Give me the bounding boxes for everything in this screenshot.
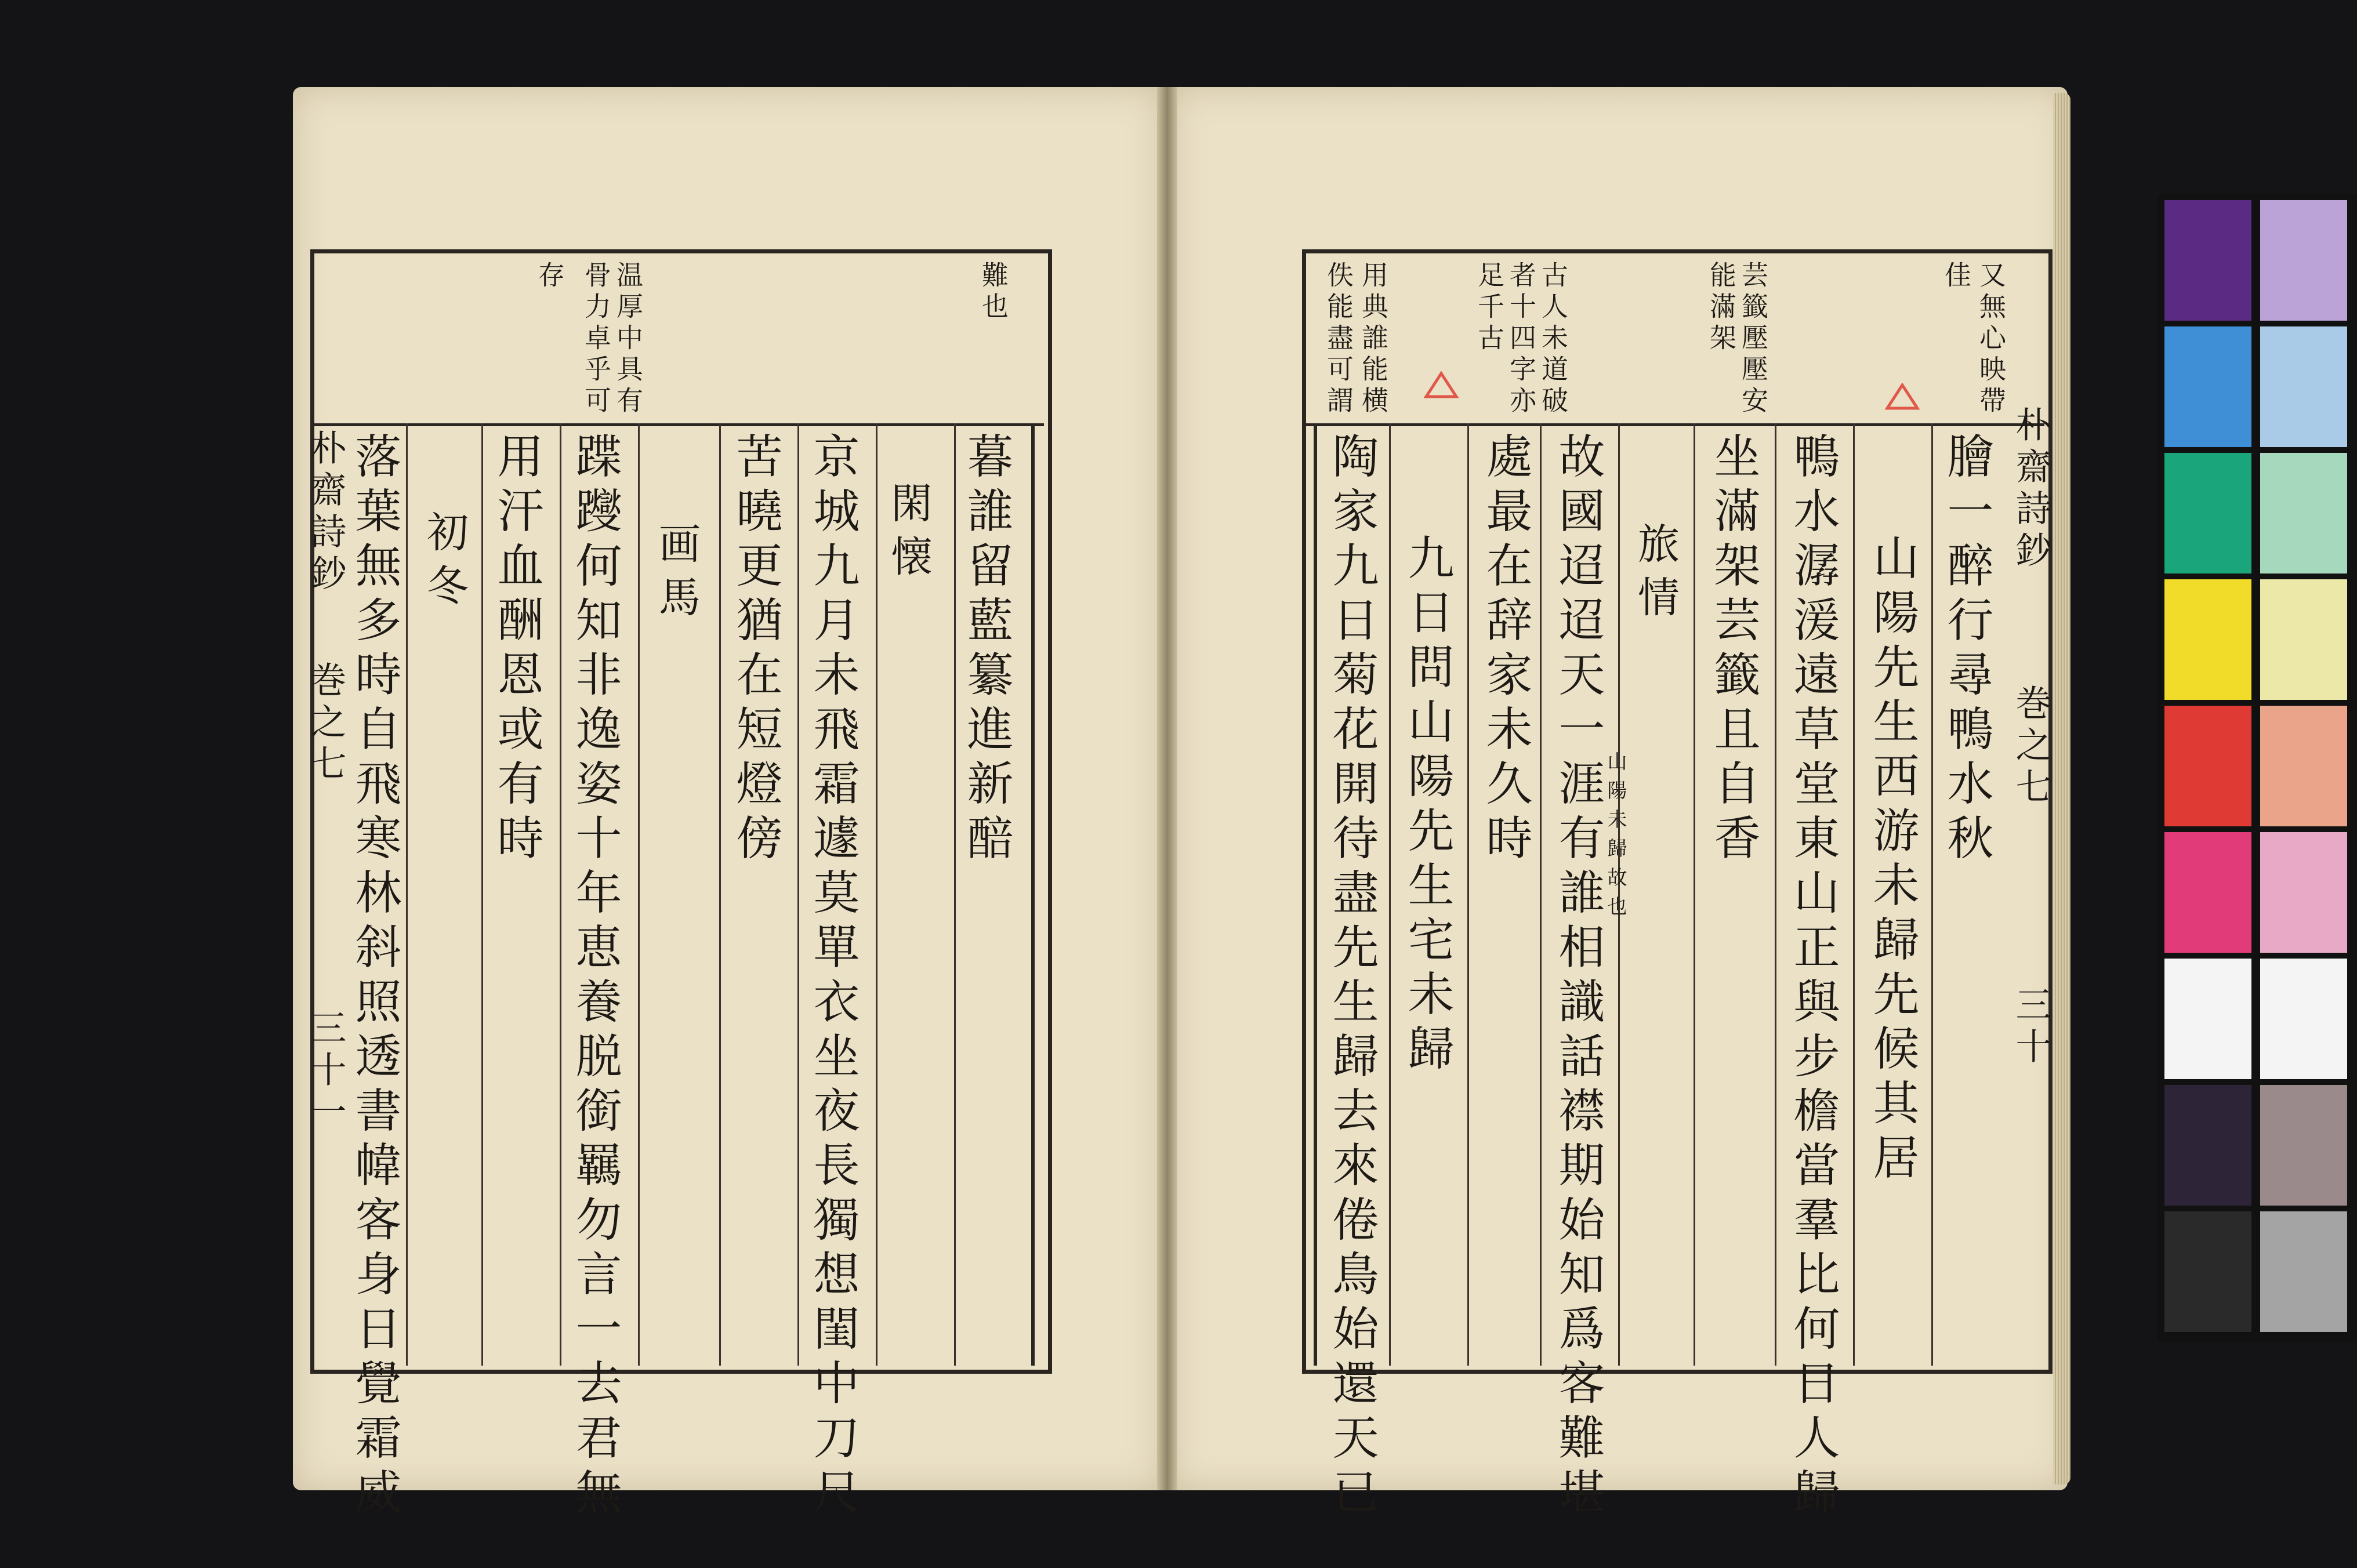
text-column: 鴨水潺湲遠草堂東山正與步檐當羣比何日人歸 bbox=[1786, 432, 1840, 1522]
color-patch bbox=[2260, 579, 2347, 700]
left-inner-border bbox=[1031, 423, 1035, 1366]
text-column: 九日問山陽先生宅未歸 bbox=[1400, 533, 1454, 1079]
text-column: 蹀躞何知非逸姿十年恵養脱銜羈勿言一去君無 bbox=[568, 432, 622, 1522]
page-number: 三十一 bbox=[304, 1009, 347, 1134]
text-column: 暮誰留藍纂進新醅 bbox=[959, 432, 1013, 868]
color-patch bbox=[2260, 959, 2347, 1079]
color-patch bbox=[2164, 832, 2251, 953]
color-patch bbox=[2164, 579, 2251, 700]
side-volume: 巻之七 bbox=[304, 661, 347, 786]
headnote: 古人未道破 bbox=[1538, 261, 1569, 418]
color-patch bbox=[2260, 832, 2347, 953]
headnote: 存 bbox=[534, 261, 565, 292]
headnote: 佚能盡可謂 bbox=[1323, 261, 1354, 418]
poem-title: 画馬 bbox=[652, 522, 701, 629]
red-triangle-mark-icon bbox=[1885, 383, 1920, 412]
color-patch bbox=[2164, 453, 2251, 574]
poem-title: 旅情 bbox=[1631, 522, 1680, 629]
column-rule bbox=[406, 423, 408, 1366]
column-rule bbox=[954, 423, 956, 1366]
side-label: 朴齋詩鈔 bbox=[2010, 406, 2052, 573]
color-patch bbox=[2260, 453, 2347, 574]
column-rule bbox=[797, 423, 799, 1366]
red-triangle-mark-icon bbox=[1424, 371, 1459, 400]
headnote: 温厚中具有 bbox=[612, 261, 644, 418]
column-rule bbox=[638, 423, 640, 1366]
color-patch bbox=[2164, 1211, 2251, 1332]
book-gutter bbox=[1157, 87, 1177, 1490]
poem-title: 閑懐 bbox=[884, 481, 933, 588]
headnote: 佳 bbox=[1941, 261, 1972, 292]
text-column: 膾一醉行尋鴨水秋 bbox=[1939, 432, 1993, 868]
text-column: 坐滿架芸籤且自香 bbox=[1706, 432, 1760, 868]
headnote: 能滿架 bbox=[1706, 261, 1737, 355]
headnote: 骨力卓乎可 bbox=[581, 261, 612, 418]
color-checker-card bbox=[2157, 194, 2357, 1342]
headnote: 足千古 bbox=[1474, 261, 1505, 355]
color-patch bbox=[2260, 1085, 2347, 1206]
color-patch bbox=[2164, 706, 2251, 826]
right-headnote-box bbox=[1302, 249, 2044, 426]
side-volume: 巻之七 bbox=[2010, 684, 2052, 810]
headnote: 者十四字亦 bbox=[1506, 261, 1537, 418]
text-column: 苦曉更猶在短燈傍 bbox=[728, 432, 782, 868]
column-rule bbox=[1931, 423, 1933, 1366]
column-rule bbox=[560, 423, 561, 1366]
color-patch bbox=[2164, 326, 2251, 447]
poem-title: 初冬 bbox=[420, 510, 469, 617]
color-patch bbox=[2260, 706, 2347, 826]
column-rule bbox=[1389, 423, 1391, 1366]
column-rule bbox=[1775, 423, 1776, 1366]
side-label: 朴齋詩鈔 bbox=[304, 429, 347, 596]
text-column: 山陽先生西游未歸先候其居 bbox=[1865, 533, 1919, 1188]
interlinear-note: 山陽未歸故也 bbox=[1604, 751, 1627, 925]
column-rule bbox=[719, 423, 721, 1366]
headnote: 難也 bbox=[978, 261, 1009, 324]
column-rule bbox=[1853, 423, 1855, 1366]
color-patch bbox=[2164, 959, 2251, 1079]
column-rule bbox=[876, 423, 877, 1366]
text-column: 處最在辞家未久時 bbox=[1478, 432, 1532, 868]
color-patch bbox=[2260, 1211, 2347, 1332]
column-rule bbox=[1694, 423, 1695, 1366]
text-column: 京城九月未飛霜遽莫單衣坐夜長獨想閨中刀尺 bbox=[806, 432, 860, 1522]
text-column: 用汗血酬恩或有時 bbox=[489, 432, 543, 868]
column-rule bbox=[481, 423, 483, 1366]
headnote: 芸籤壓壓安 bbox=[1738, 261, 1769, 418]
color-patch bbox=[2260, 326, 2347, 447]
color-patch bbox=[2260, 200, 2347, 321]
color-patch bbox=[2164, 1085, 2251, 1206]
text-column: 故國迢迢天一涯有誰相識話襟期始知爲客難堪 bbox=[1551, 432, 1605, 1522]
right-inner-border bbox=[1314, 423, 1317, 1366]
headnote: 又無心映帶 bbox=[1975, 261, 2007, 418]
page-edges bbox=[2053, 93, 2070, 1484]
text-column: 落葉無多時自飛寒林斜照透書幃客身日覺霜威 bbox=[347, 432, 401, 1522]
left-headnote-box bbox=[310, 249, 1044, 426]
page-number: 三十 bbox=[2010, 986, 2052, 1069]
color-patch bbox=[2164, 200, 2251, 321]
column-rule bbox=[1467, 423, 1469, 1366]
headnote: 用典誰能横 bbox=[1358, 261, 1389, 418]
text-column: 陶家九日菊花開待盡先生歸去來倦鳥始還天已 bbox=[1325, 432, 1379, 1522]
column-rule bbox=[1540, 423, 1542, 1366]
